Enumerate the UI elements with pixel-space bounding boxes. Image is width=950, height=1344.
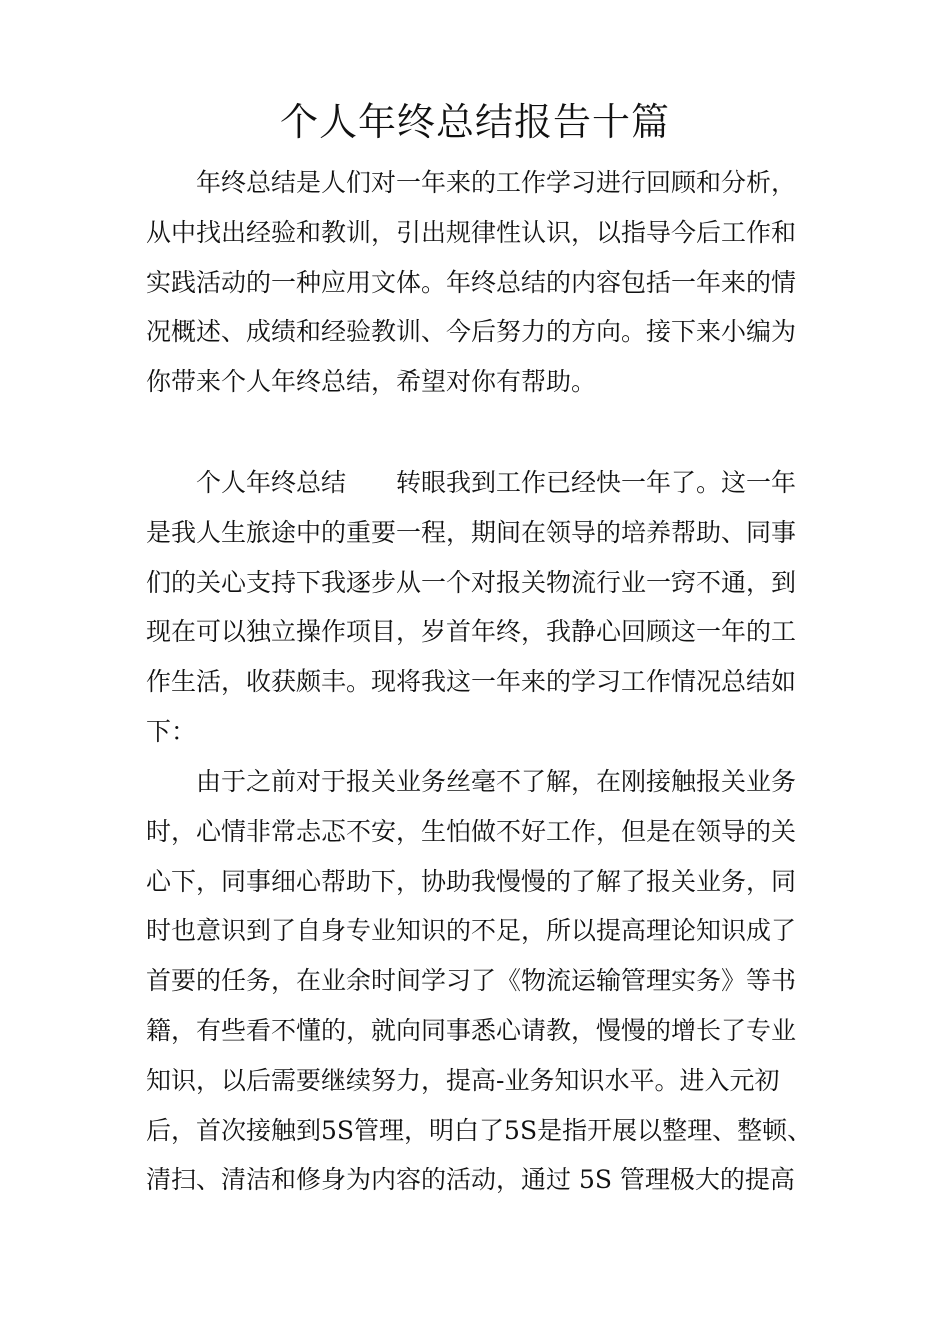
text-line: 下： — [146, 716, 197, 746]
text-line: 籍，有些看不懂的，就向同事悉心请教，慢慢的增长了专业 — [146, 1015, 797, 1045]
text-line: 况概述、成绩和经验教训、今后努力的方向。接下来小编为 — [146, 317, 797, 347]
text-line: 实践活动的一种应用文体。年终总结的内容包括一年来的情 — [146, 267, 797, 297]
text-line: 年终总结是人们对一年来的工作学习进行回顾和分析， — [196, 168, 797, 197]
text-line: 现在可以独立操作项目，岁首年终，我静心回顾这一年的工 — [146, 617, 797, 647]
text-line: 首要的任务，在业余时间学习了《物流运输管理实务》等书 — [146, 966, 797, 996]
text-line: 时，心情非常忐忑不安，生怕做不好工作，但是在领导的关 — [146, 816, 797, 846]
section-1-paragraph — [146, 458, 826, 757]
text-line: 们的关心支持下我逐步从一个对报关物流行业一窍不通，到 — [146, 567, 797, 597]
text-line: 知识，以后需要继续努力，提高-业务知识水平。进入元初 — [146, 1065, 780, 1095]
text-line: 作生活，收获颇丰。现将我这一年来的学习工作情况总结如 — [146, 667, 797, 697]
document-title: 个人年终总结报告十篇 — [279, 100, 670, 144]
text-line: 从中找出经验和教训，引出规律性认识，以指导今后工作和 — [146, 217, 797, 247]
text-line: 后，首次接触到5S管理，明白了5S是指开展以整理、整顿、 — [146, 1115, 813, 1145]
text-line: 清扫、清洁和修身为内容的活动，通过 5S 管理极大的提高 — [146, 1165, 795, 1195]
text-line: 是我人生旅途中的重要一程，期间在领导的培养帮助、同事 — [146, 517, 797, 547]
section-first-line-text: 转眼我到工作已经快一年了。这一年 — [396, 468, 797, 497]
text-line: 心下，同事细心帮助下，协助我慢慢的了解了报关业务，同 — [146, 866, 797, 896]
intro-paragraph — [146, 158, 826, 407]
section-first-line — [146, 458, 826, 508]
text-line: 你带来个人年终总结，希望对你有帮助。 — [146, 367, 597, 397]
paragraph-2 — [146, 757, 826, 1205]
text-line: 由于之前对于报关业务丝毫不了解，在刚接触报关业务 — [196, 767, 797, 796]
text-line: 时也意识到了自身专业知识的不足，所以提高理论知识成了 — [146, 916, 797, 946]
section-heading: 个人年终总结 — [196, 468, 347, 497]
